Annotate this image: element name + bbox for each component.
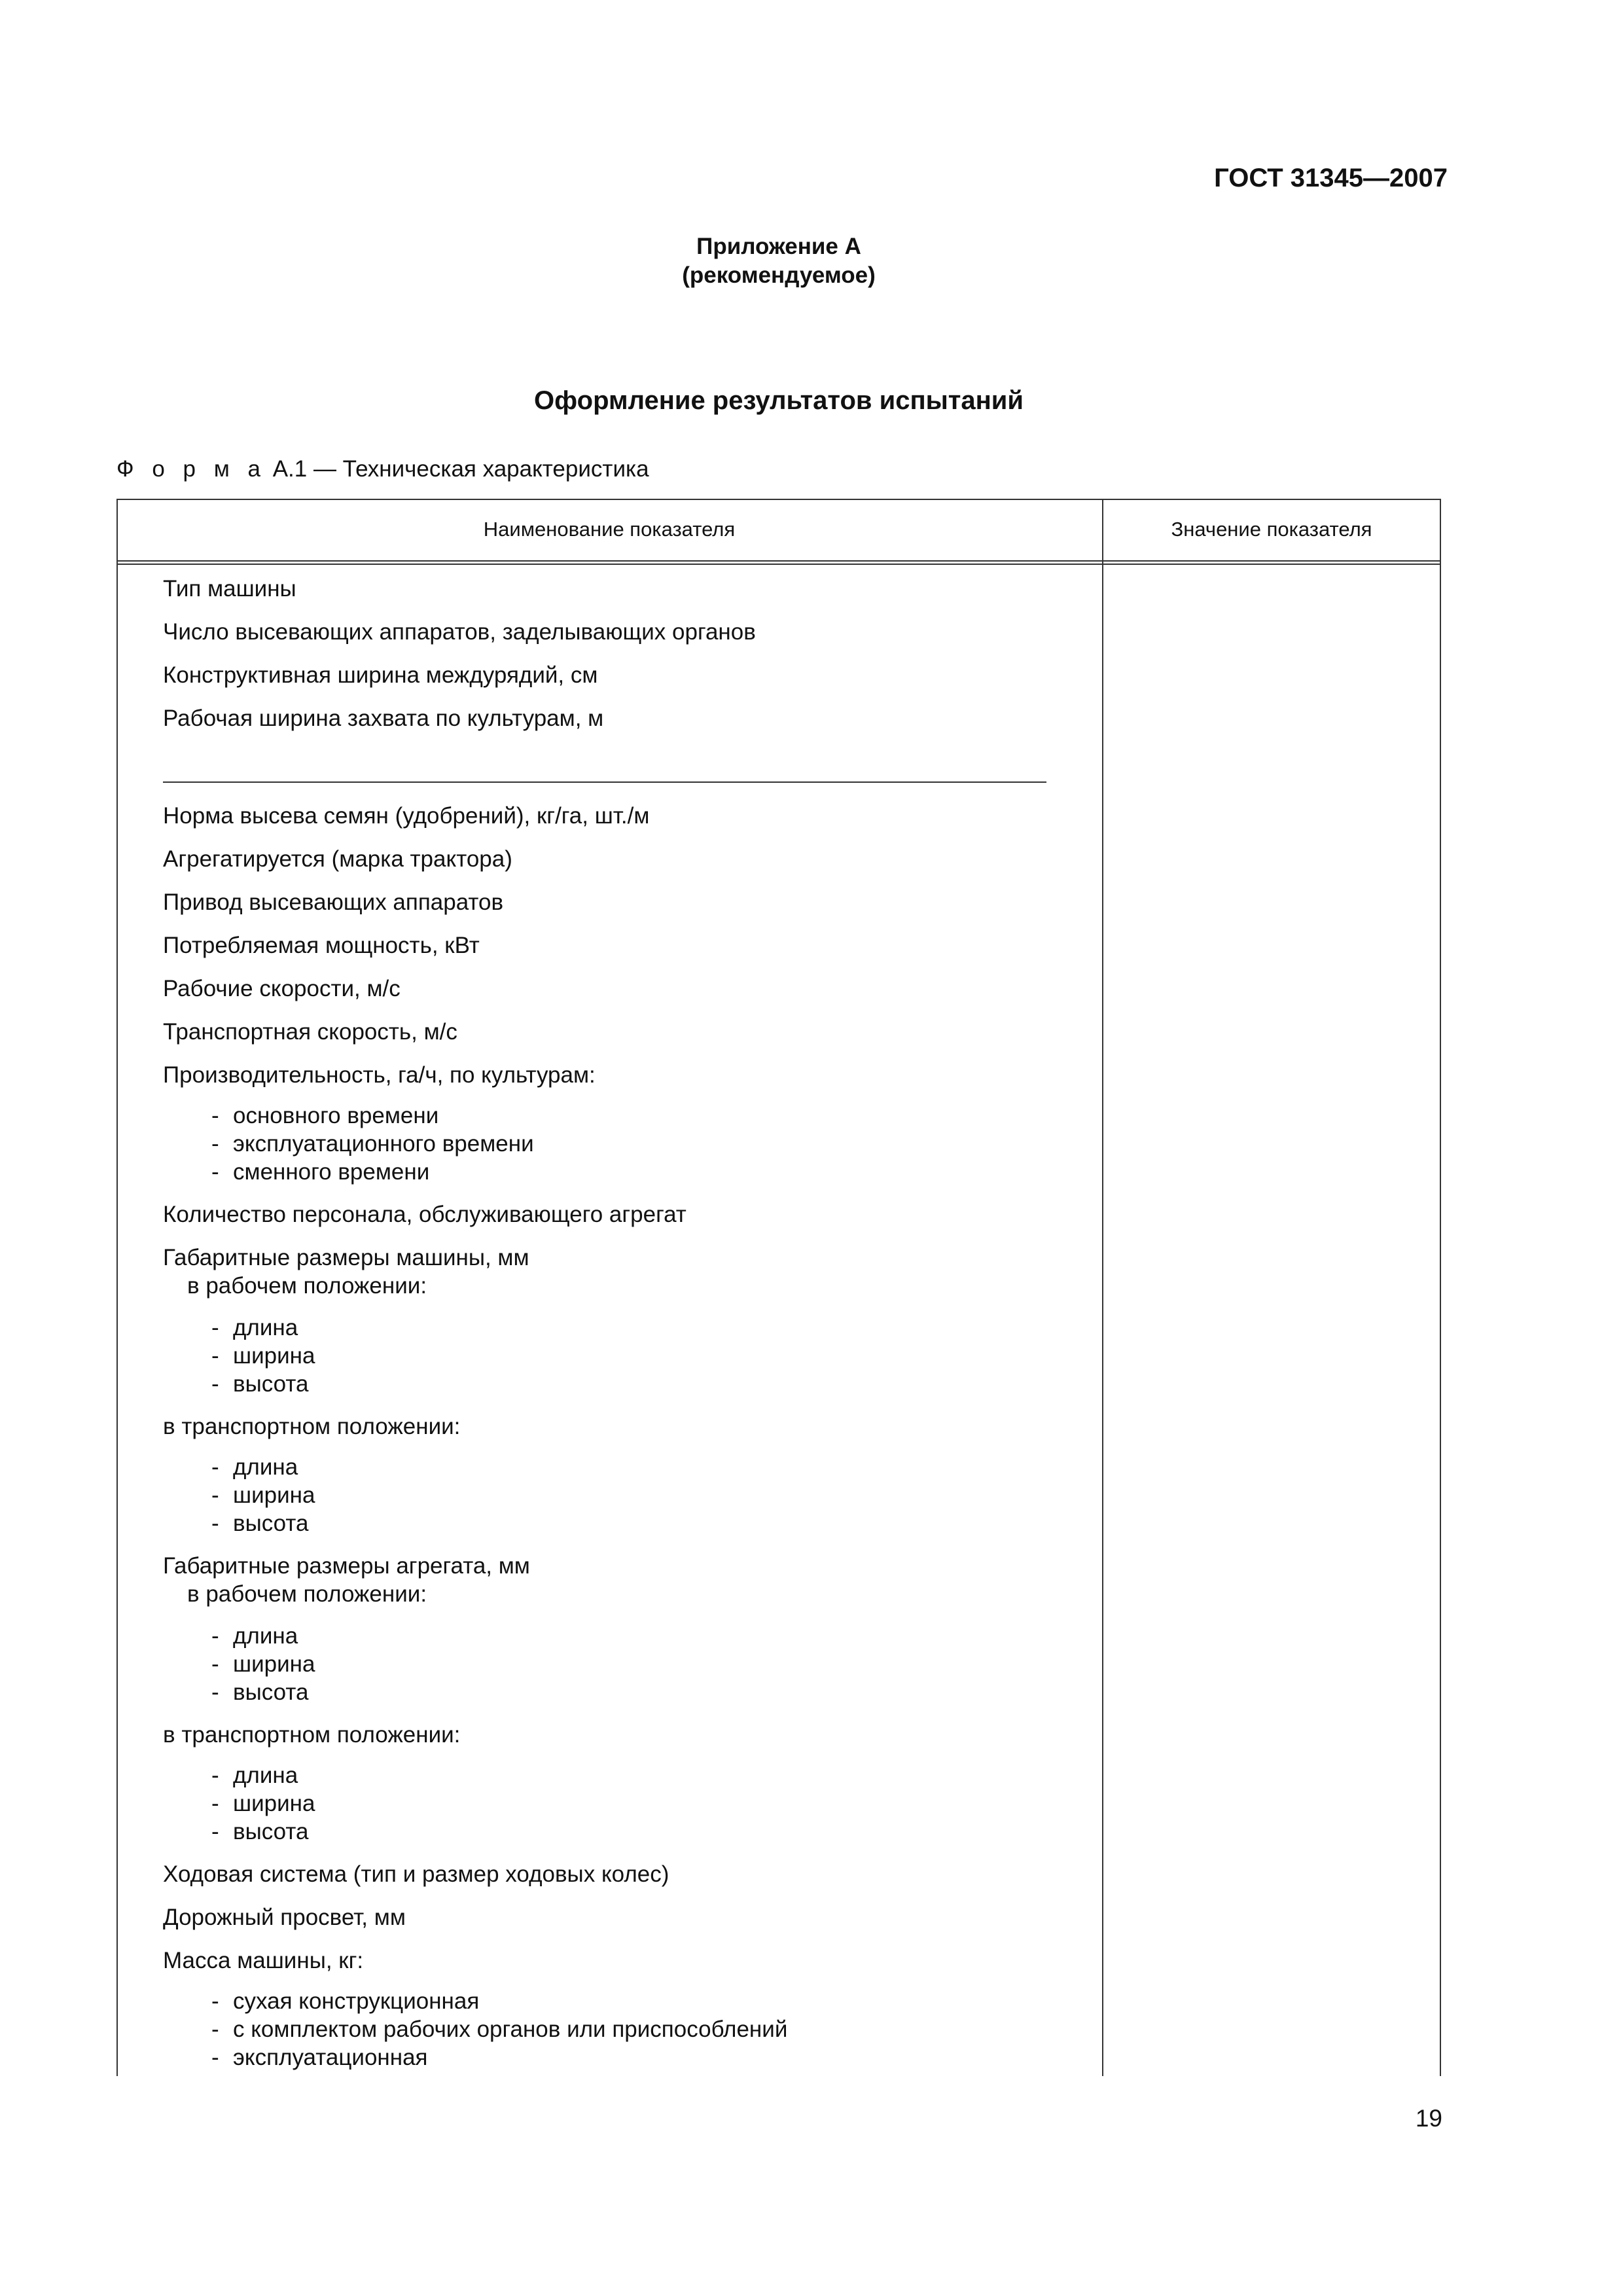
table-row: Конструктивная ширина междурядий, см bbox=[163, 662, 598, 688]
table-row: Количество персонала, обслуживающего агрегат bbox=[163, 1202, 687, 1227]
table-subrow: - длина bbox=[211, 1623, 298, 1649]
appendix-heading bbox=[0, 232, 1558, 290]
section-title: Оформление результатов испытаний bbox=[534, 386, 1024, 415]
table-subrow: - сменного времени bbox=[211, 1159, 429, 1185]
table-row: Тип машины bbox=[163, 576, 296, 601]
table-row: Число высевающих аппаратов, заделывающих органов bbox=[163, 619, 756, 645]
table-subheading: в рабочем положении: bbox=[187, 1581, 427, 1607]
table-subrow: - ширина bbox=[211, 1651, 315, 1677]
table-row: Рабочая ширина захвата по культурам, м bbox=[163, 706, 604, 731]
table-header-rule-double bbox=[116, 564, 1441, 565]
column-header-value: Значение показателя bbox=[1171, 518, 1372, 541]
blank-entry-line bbox=[163, 781, 1046, 783]
table-row: в транспортном положении: bbox=[163, 1722, 461, 1748]
table-row: Рабочие скорости, м/с bbox=[163, 976, 401, 1001]
column-header-name: Наименование показателя bbox=[483, 518, 736, 541]
table-subrow: - ширина bbox=[211, 1791, 315, 1817]
table-row: Транспортная скорость, м/с bbox=[163, 1019, 457, 1045]
table-row: Габаритные размеры машины, мм bbox=[163, 1245, 529, 1270]
table-subheading: в рабочем положении: bbox=[187, 1273, 427, 1299]
table-row: Масса машины, кг: bbox=[163, 1948, 364, 1973]
table-row: Дорожный просвет, мм bbox=[163, 1905, 406, 1930]
table-subrow: - высота bbox=[211, 1819, 308, 1845]
appendix-status: (рекомендуемое) bbox=[682, 262, 876, 288]
table-header-rule bbox=[116, 560, 1441, 562]
table-subrow: - высота bbox=[211, 1511, 308, 1537]
form-title: А.1 — Техническая характеристика bbox=[266, 456, 649, 482]
table-row: Габаритные размеры агрегата, мм bbox=[163, 1553, 530, 1579]
table-subrow: - эксплуатационная bbox=[211, 2045, 427, 2071]
table-subrow: - с комплектом рабочих органов или приспособлений bbox=[211, 2017, 787, 2043]
table-subrow: - длина bbox=[211, 1315, 298, 1341]
table-subrow: - ширина bbox=[211, 1482, 315, 1509]
form-caption bbox=[116, 456, 649, 482]
table-subrow: - длина bbox=[211, 1763, 298, 1789]
table-subrow: - высота bbox=[211, 1679, 308, 1706]
table-border-right bbox=[1440, 499, 1441, 2076]
appendix-title: Приложение А bbox=[696, 234, 861, 259]
table-row: Агрегатируется (марка трактора) bbox=[163, 846, 512, 872]
table-row: Привод высевающих аппаратов bbox=[163, 889, 504, 915]
table-border-left bbox=[116, 499, 118, 2076]
table-row: Ходовая система (тип и размер ходовых колес) bbox=[163, 1861, 669, 1887]
form-label: Ф о р м а bbox=[116, 456, 266, 482]
table-subrow: - эксплуатационного времени bbox=[211, 1131, 534, 1157]
characteristics-table bbox=[116, 499, 1441, 2076]
table-row: Норма высева семян (удобрений), кг/га, шт./м bbox=[163, 803, 650, 829]
table-subrow: - высота bbox=[211, 1371, 308, 1397]
table-subrow: - ширина bbox=[211, 1343, 315, 1369]
table-row: Производительность, га/ч, по культурам: bbox=[163, 1062, 596, 1088]
table-column-divider bbox=[1102, 499, 1103, 2076]
table-row: в транспортном положении: bbox=[163, 1414, 461, 1439]
page-number: 19 bbox=[1415, 2105, 1442, 2132]
table-subrow: - длина bbox=[211, 1454, 298, 1480]
table-subrow: - сухая конструкционная bbox=[211, 1988, 479, 2015]
table-row: Потребляемая мощность, кВт bbox=[163, 933, 480, 958]
table-subrow: - основного времени bbox=[211, 1103, 438, 1129]
document-code: ГОСТ 31345—2007 bbox=[1214, 164, 1448, 192]
